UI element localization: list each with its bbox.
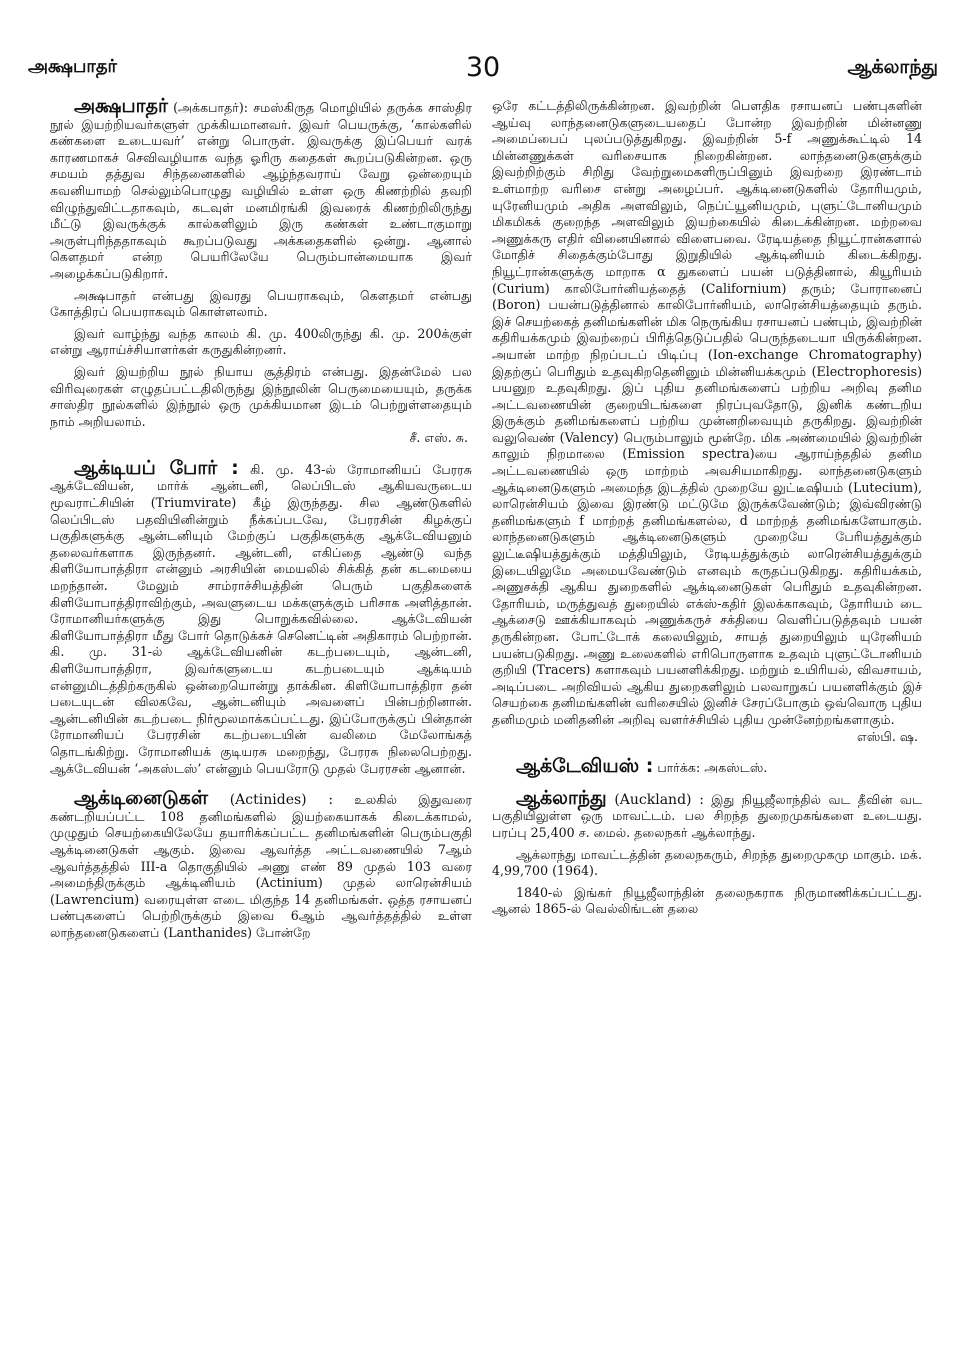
paragraph [50,364,472,447]
cross-reference: பார்க்க: அகஸ்டஸ். [653,760,768,776]
entry-english-term: (Actinides) : [207,792,334,809]
entry-title: ஆக்டேவியஸ் : [516,755,654,778]
header-left-word: அக்ஷபாதர் [28,56,117,77]
entry-body: (அக்கபாதர்): சமஸ்கிருத மொழியில் தருக்க சாஸ்திர நூல் இயற்றியவர்களுள் முக்கியமானவர். இவர் பெயருக்கு, ‘கால்களில் கண்களை உடையவர்’ என்று பொருள். இவருக்கு இப்பெயர் வரக் காரணமாகச் செவிவழியாக வந்த ஓரிரு கதைகள் கூறப்படுகின்றன. ஒரு சமயம் தத்துவ சிந்தனைகளில் ஆழ்ந்தவராய் வேறு ஒன்றையும் கவனியாமற் செல்லும்பொழுது வழியில் உள்ள ஒரு கிணற்றில் தவறி விழுந்துவிட்டதாகவும், கடவுள் மனமிரங்கி இவரைக் கிணற்றிலிருந்து மீட்டு இவருக்குக் கால்களிலும் இரு கண்கள் உண்டாகுமாறு அருள்புரிந்ததாகவும் கூறப்படுவது அக்கதைகளில் ஒன்று. ஆனால் கௌதமர் என்ற பெயரிலேயே பெரும்பான்மையாக இவர் அழைக்கப்படுகிறார். [50,100,472,281]
page-header [28,52,938,92]
entry-akshapadar [50,95,472,283]
entry-actium-war [50,456,473,777]
author-signature: எஸ்பி. ஷ. [857,728,918,744]
entry-title: ஆக்லாந்து [516,786,607,809]
author-signature: சீ. எஸ். சு. [409,430,468,446]
entry-octavius [492,755,922,778]
entry-auckland [492,786,922,842]
entry-title: அக்ஷபாதர் [74,95,168,117]
paragraph: அக்ஷபாதர் என்பது இவரது பெயராகவும், கௌதமர் என்பது கோத்திரப் பெயராகவும் கொள்ளலாம். [50,287,472,320]
page-number: 30 [465,52,501,83]
paragraph: 1840-ல் இங்கர் நியூஜீலாந்தின் தலைநகராக நிருமாணிக்கப்பட்டது. ஆனல் 1865-ல் வெல்லிங்டன் தலை [492,884,922,917]
paragraph [492,98,922,745]
entry-body: கி. மு. 43-ல் ரோமானியப் பேரரசு ஆக்டேவியன், மார்க் ஆன்டனி, லெப்பிடஸ் ஆகியவருடைய மூவராட்சியின் (Triumvirate) கீழ் இருந்தது. சில ஆண்டுகளில் லெப்பிடஸ் பதவியினின்றும் நீக்கப்படவே, பேரரசின் கிழக்குப் பகுதிகளுக்கு ஆன்டனியும் மேற்குப் பகுதிகளுக்கு ஆக்டேவியனும் தலைவர்களாக இருந்தனர். ஆன்டனி, எகிப்தை ஆண்டு வந்த கிளியோபாத்திரா என்னும் அரசியின் மையலில் சிக்கித் தன் கடமையை மறந்தான். மேலும் சாம்ராச்சியத்தின் பெரும் பகுதிகளைக் கிளியோபாத்திராவிற்கும், அவளுடைய மக்களுக்கும் பரிசாக அளித்தான். ரோமானியர்களுக்கு இது பொறுக்கவில்லை. ஆக்டேவியன் கிளியோபாத்திரா மீது போர் தொடுக்கச் செனெட்டின் அதிகாரம் பெற்றான். கி. மு. 31-ல் ஆக்டேவியனின் கடற்படையும், ஆன்டனி, கிளியோபாத்திரா, இவர்களுடைய கடற்படையும் ஆக்டியம் என்னுமிடத்திற்கருகில் ஒன்றையொன்று தாக்கின. கிளியோபாத்திரா தன் படையுடன் விலகவே, ஆன்டனியும் அவளைப் பின்பற்றினான். ஆன்டனியின் கடற்படை நிர்மூலமாக்கப்பட்டது. இப்போருக்குப் பின்தான் ரோமானியப் பேரரசின் கடற்படையின் வலிமை மேலோங்கத் தொடங்கிற்று. ரோமானியக் குடியரசு மறைந்து, பேரரசு நிலைபெற்றது. ஆக்டேவியன் ‘அகஸ்டஸ்’ என்னும் பெயரோடு முதல் பேரரசன் ஆனான். [50,461,473,776]
entry-body: இது நியூஜீலாந்தில் வட தீவின் வட பகுதியிலுள்ள ஒரு மாவட்டம். பல சிறந்த துறைமுகங்களை உடையது. பரப்பு 25,400 ச. மைல். தலைநகர் ஆக்லாந்து. [492,791,922,840]
paragraph-text: ஒரே கட்டத்திலிருக்கின்றன. இவற்றின் பௌதிக ரசாயனப் பண்புகளின் ஆய்வு லாந்தனைடுகளுடையதைப் போன்ற இவற்றின் மின்னணு அமைப்பைப் புலப்படுத்துகிறது. இவற்றின் 5-f அணுக்கூட்டில் 14 மின்னணுக்கள் வரிசையாக நிறைகின்றன. லாந்தனைடுகளுக்கும் இவற்றிற்கும் சிறிது வேற்றுமைகளிருப்பினும் இவற்றை இரண்டாம் உள்மாற்ற வரிசை என்று அழைப்பர். ஆக்டினைடுகளில் தோரியமும், யுரேனியமும் அதிக அளவிலும், நெப்ட்யூனியமும், புளுட்டோனியமும் மிகமிகக் குறைந்த அளவிலும் இயற்கையில் கிடைக்கின்றன. மற்றவை அணுக்கரு எதிர் வினையினால் விளைபவை. ரேடியத்தை நியூட்ரான்களால் மோதிச் சிதைக்கும்போது இறுதியில் ஆக்டினியம் கிடைக்கிறது. நியூட்ரான்களுக்கு மாறாக α துகளைப் பயன் படுத்தினால், கியூரியம் (Curium) காலிபோர்னியத்தைத் (Californium) தரும்; போரானைப் (Boron) பயன்படுத்தினால் காலிபோர்னியம், லாரென்சியத்தையும் தரும். இச் செயற்கைத் தனிமங்களின் மிக நெருங்கிய ரசாயனப் பண்பும், இவற்றின் கதிரியக்கமும் இவற்றைப் பிரித்தெடுப்பதில் பெருந்தடையா யிருக்கின்றன. அயான் மாற்ற நிறப்படப் பிடிப்பு (Ion-exchange Chromatography) இதற்குப் பெரிதும் உதவுகிறதெனினும் மின்னியக்கமும் (Electrophoresis) பயனுற உதவுகிறது. இப் புதிய தனிமங்களைப் பற்றிய அறிவு தனிம அட்டவணையின் குறையிடங்களை நிரப்புவதோடு, இனிக் கண்டறிய இருக்கும் தனிமங்களைப் பற்றிய முன்னறிவையும் தருகிறது. இவற்றின் வலுவெண் (Valency) பெரும்பாலும் மூன்றே. மிக அண்மையில் இவற்றின் காலும் நிறமாலை (Emission spectra)யை ஆராய்ந்ததில் தனிம அட்டவணையில் ஒரு மாற்றம் அவசியமாகிறது. லாந்தனைடுகளும் ஆக்டினைடுகளும் அமைந்த இடத்தில் முறையே லுட்டீஷியம் (Lutecium), லாரென்சியம் இவை இரண்டு மட்டுமே இருக்கவேண்டும்; இவ்விரண்டு தனிமங்களும் f மாற்றத் தனிமங்களல்ல, d மாற்றத் தனிமங்களேயாகும். லாந்தனைடுகளும் ஆக்டினைடுகளும் முறையே பேரியத்துக்கும் லுட்டீஷியத்துக்கும் மத்தியிலும், ரேடியத்துக்கும் லாரென்சியத்துக்கும் இடையிலுமே அமையவேண்டும் எனவும் கருதப்படுகிறது. கதிரியக்கம், அணுசக்தி ஆகிய துறைகளில் ஆக்டினைடுகள் பெரிதும் உதவுகின்றன. தோரியம், மருத்துவத் துறையில் எக்ஸ்-கதிர் இலக்காகவும், தோரியம் டை ஆக்சைடு ஊக்கியாகவும் அணுக்கருச் சக்தியை வெளிப்படுத்தவும் பயன் தருகின்றன. போட்டோக் கலையிலும், சாயத் துறையிலும் யுரேனியம் பயன்படுகிறது. அணு உலைகளில் எரிபொருளாக உதவும் புளுட்டோனியம் குறியி (Tracers) களாகவும் பயனளிக்கிறது. மற்றும் உயிரியல், விவசாயம், அடிப்படை அறிவியல் ஆகிய துறைகளிலும் பலவாறுகப் பயனளிக்கும் இச் செயற்கை தனிமங்களின் வரிசையில் இனிச் சேரப்போகும் ஒவ்வொரு புதிய தனிமமும் மனிதனின் அறிவு வளர்ச்சியில் புதிய முன்னேற்றங்களாகும். [492,98,922,727]
entry-title: ஆக்டினைடுகள் [74,787,208,810]
entry-english-term: (Auckland) : [606,791,704,808]
paragraph-text: இவர் இயற்றிய நூல் நியாய சூத்திரம் என்பது. இதன்மேல் பல விரிவுரைகள் எழுதப்பட்டதிலிருந்து இந்நூலின் பெருமையையும், தருக்க சாஸ்திர நூல்களில் இந்நூல் ஒரு முக்கியமான இடம் பெற்றுள்ளதையும் நாம் அறியலாம். [50,363,472,429]
entry-body: உலகில் இதுவரை கண்டறியப்பட்ட 108 தனிமங்களில் இயற்கையாகக் கிடைக்காமல், முழுதும் செயற்கையிலேயே தயாரிக்கப்பட்ட தனிமங்களின் பெரும்பகுதி ஆக்டினைடுகள் ஆகும். இவை ஆவர்த்த அட்டவணையில் 7ஆம் ஆவர்த்தத்தில் III-a தொகுதியில் அணு எண் 89 முதல் 103 வரை அமைந்திருக்கும் ஆக்டினியம் (Actinium) முதல் லாரென்சியம் (Lawrencium) வரையுள்ள எடை மிகுந்த 14 தனிமங்கள். ஒத்த ரசாயனப் பண்புகளைப் பெற்றிருக்கும் இவை 6ஆம் ஆவர்த்தத்தில் உள்ள லாந்தனைடுகளைப் (Lanthanides) போன்றே [50,792,472,940]
paragraph: இவர் வாழ்ந்து வந்த காலம் கி. மு. 400லிருந்து கி. மு. 200க்குள் என்று ஆராய்ச்சியாளர்கள் கருதுகின்றனர். [50,325,472,358]
paragraph: ஆக்லாந்து மாவட்டத்தின் தலைநகரும், சிறந்த துறைமுகமு மாகும். மக். 4,99,700 (1964). [492,846,922,879]
right-column [492,98,922,923]
entry-actinides [50,787,472,941]
header-right-word: ஆக்லாந்து [847,56,938,78]
left-column [50,95,473,947]
entry-title: ஆக்டியப் போர் : [74,456,239,479]
